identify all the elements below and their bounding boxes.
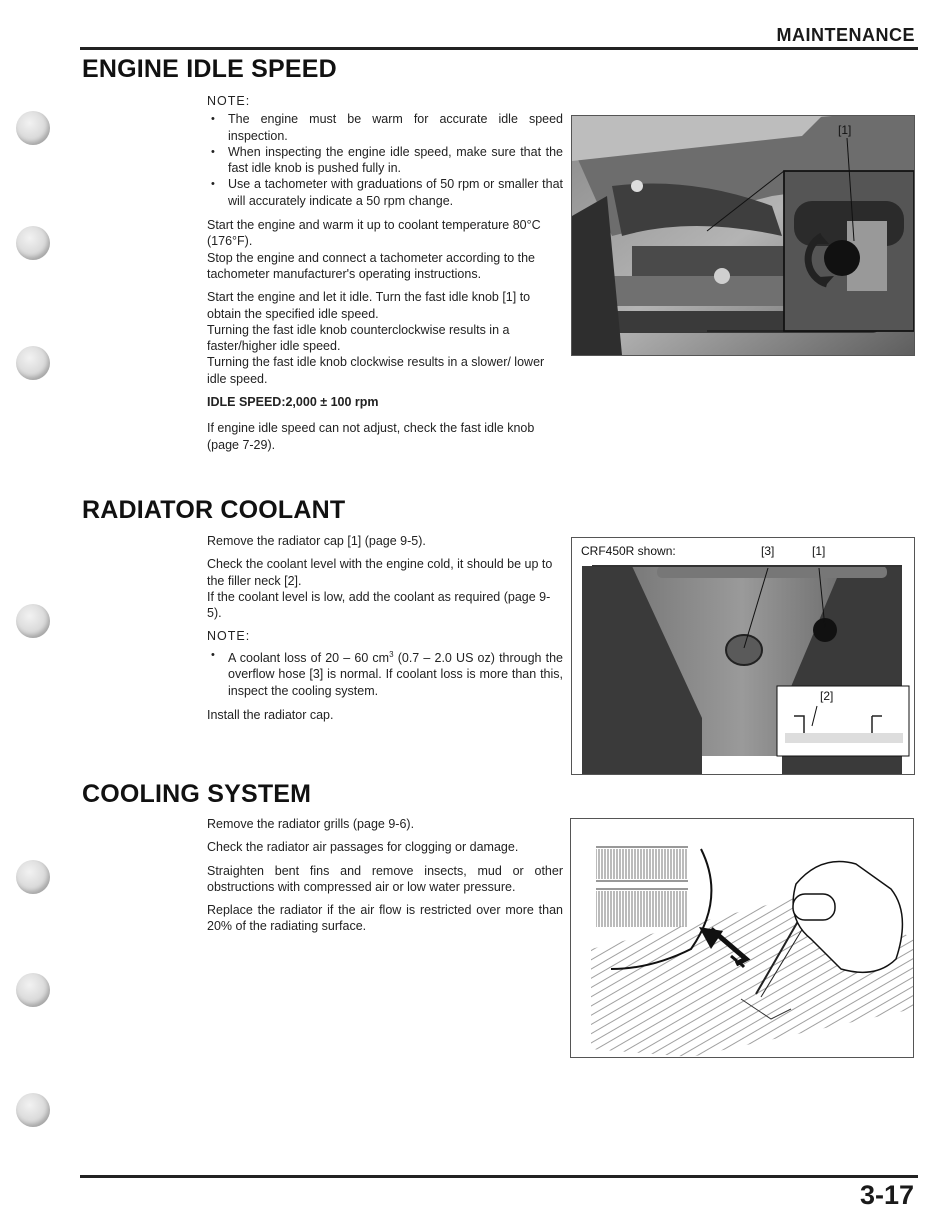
coolant-paragraph: Install the radiator cap. (207, 707, 334, 722)
cooling-paragraph: Check the radiator air passages for clogging or damage. (207, 840, 519, 855)
idle-paragraph: If engine idle speed can not adjust, check the fast idle knob (page 7-29). (207, 421, 535, 452)
section-title-engine-idle-speed: ENGINE IDLE SPEED (82, 55, 337, 83)
coolant-text-column (207, 533, 563, 730)
note-label: NOTE: (207, 629, 251, 644)
photo-radiator-cap (572, 538, 914, 774)
cooling-paragraph: Remove the radiator grills (page 9-6). (207, 817, 415, 831)
coolant-paragraph (207, 556, 563, 621)
cooling-paragraph: Straighten bent fins and remove insects, mud or other obstructions with compressed air or low water pressure. (207, 863, 563, 894)
page-number: 3-17 (859, 1180, 914, 1210)
idle-paragraph (207, 217, 563, 282)
binder-hole (16, 111, 50, 145)
note-item (207, 647, 563, 699)
idle-text: Start the engine and let it idle. Turn the fast idle knob [1] to obtain the specified idle speed. (207, 290, 531, 321)
idle-spec: IDLE SPEED:2,000 ± 100 rpm (207, 395, 379, 410)
note-item: • When inspecting the engine idle speed, make sure that the fast idle knob is pushed fully in. (207, 144, 563, 177)
note-text: (0.7 – 2.0 US oz) through the overflow hose [3] is normal. If coolant loss is more than this, inspect the cooling system. (228, 650, 563, 698)
figure-caption: CRF450R shown: (581, 544, 676, 558)
coolant-paragraph: Remove the radiator cap [1] (page 9-5). (207, 534, 426, 548)
idle-text: Start the engine and warm it up to coolant temperature 80°C (176°F). (207, 218, 541, 249)
callout-label: [2] (820, 689, 834, 703)
coolant-note-list (207, 647, 563, 699)
header-section-label: MAINTENANCE (776, 25, 915, 45)
illustration-straighten-fins (571, 819, 913, 1057)
figure-radiator-cap (571, 537, 915, 775)
figure-fast-idle-knob (571, 115, 915, 356)
section-title-radiator-coolant: RADIATOR COOLANT (82, 496, 346, 524)
binder-hole (16, 1093, 50, 1127)
header-rule (80, 47, 918, 50)
binder-hole (16, 604, 50, 638)
idle-paragraph (207, 289, 563, 387)
idle-text: Turning the fast idle knob clockwise results in a slower/ lower idle speed. (207, 355, 545, 386)
idle-note-list (207, 111, 563, 209)
photo-engine-fast-idle-knob (572, 116, 914, 355)
binder-hole (16, 346, 50, 380)
coolant-text: If the coolant level is low, add the coolant as required (page 9-5). (207, 589, 551, 621)
binder-hole (16, 973, 50, 1007)
section-title-cooling-system: COOLING SYSTEM (82, 780, 312, 808)
callout-label: [1] (812, 544, 826, 558)
superscript: 3 (389, 649, 394, 659)
note-item: • The engine must be warm for accurate idle speed inspection. (207, 111, 563, 144)
binder-hole (16, 226, 50, 260)
idle-text: Stop the engine and connect a tachometer according to the tachometer manufacturer's operating instructions. (207, 250, 536, 281)
figure-straighten-fins (570, 818, 914, 1058)
note-text: A coolant loss of 20 – 60 cm (228, 650, 390, 665)
callout-label: [1] (838, 123, 852, 137)
cooling-paragraph: Replace the radiator if the air flow is restricted over more than 20% of the radiating surface. (207, 903, 563, 934)
coolant-text: Check the coolant level with the engine cold, it should be up to the filler neck [2]. (207, 557, 553, 588)
binder-hole (16, 860, 50, 894)
callout-label: [3] (761, 544, 775, 558)
note-label: NOTE: (207, 94, 251, 108)
note-item: • Use a tachometer with graduations of 50 rpm or smaller that will accurately indicate a 50 rpm change. (207, 176, 563, 209)
idle-text: Turning the fast idle knob counterclockwise results in a faster/higher idle speed. (207, 322, 510, 354)
cooling-text-column (207, 816, 563, 942)
idle-text-column (207, 93, 563, 460)
footer-rule (80, 1175, 918, 1178)
